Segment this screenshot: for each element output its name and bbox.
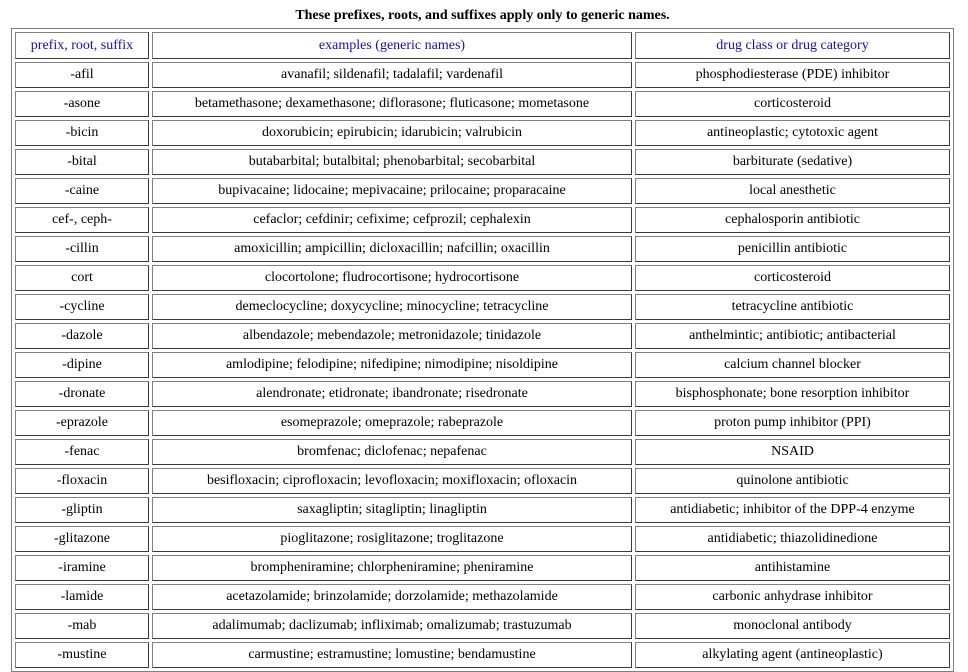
- examples-cell: avanafil; sildenafil; tadalafil; vardenafil: [152, 62, 632, 88]
- drug-class-cell: barbiturate (sedative): [635, 149, 950, 175]
- table-row: [15, 265, 950, 291]
- drug-class-cell: bisphosphonate; bone resorption inhibitor: [635, 381, 950, 407]
- drug-class-cell: NSAID: [635, 439, 950, 465]
- drug-class-cell: antihistamine: [635, 555, 950, 581]
- table-row: [15, 352, 950, 378]
- prefix-cell: -gliptin: [15, 497, 149, 523]
- drug-class-cell: quinolone antibiotic: [635, 468, 950, 494]
- prefix-cell: -glitazone: [15, 526, 149, 552]
- prefix-cell: cort: [15, 265, 149, 291]
- prefix-cell: -mustine: [15, 642, 149, 668]
- examples-cell: acetazolamide; brinzolamide; dorzolamide; methazolamide: [152, 584, 632, 610]
- examples-cell: besifloxacin; ciprofloxacin; levofloxacin; moxifloxacin; ofloxacin: [152, 468, 632, 494]
- table-row: [15, 584, 950, 610]
- prefix-cell: cef-, ceph-: [15, 207, 149, 233]
- prefix-cell: -cillin: [15, 236, 149, 262]
- table-row: [15, 439, 950, 465]
- table-row: [15, 120, 950, 146]
- table-row: [15, 236, 950, 262]
- examples-cell: demeclocycline; doxycycline; minocycline; tetracycline: [152, 294, 632, 320]
- prefix-cell: -dronate: [15, 381, 149, 407]
- table-row: [15, 526, 950, 552]
- examples-cell: saxagliptin; sitagliptin; linagliptin: [152, 497, 632, 523]
- table-row: [15, 91, 950, 117]
- examples-cell: butabarbital; butalbital; phenobarbital; secobarbital: [152, 149, 632, 175]
- examples-cell: cefaclor; cefdinir; cefixime; cefprozil; cephalexin: [152, 207, 632, 233]
- examples-cell: doxorubicin; epirubicin; idarubicin; valrubicin: [152, 120, 632, 146]
- header-row: [15, 32, 950, 59]
- drug-class-cell: monoclonal antibody: [635, 613, 950, 639]
- examples-cell: brompheniramine; chlorpheniramine; pheniramine: [152, 555, 632, 581]
- drug-class-cell: cephalosporin antibiotic: [635, 207, 950, 233]
- table-row: [15, 178, 950, 204]
- column-header-prefix: prefix, root, suffix: [15, 32, 149, 59]
- prefix-cell: -mab: [15, 613, 149, 639]
- table-row: [15, 62, 950, 88]
- drug-class-cell: antineoplastic; cytotoxic agent: [635, 120, 950, 146]
- column-header-examples: examples (generic names): [152, 32, 632, 59]
- table-row: [15, 642, 950, 668]
- table-row: [15, 613, 950, 639]
- examples-cell: albendazole; mebendazole; metronidazole; tinidazole: [152, 323, 632, 349]
- drug-class-cell: local anesthetic: [635, 178, 950, 204]
- table-row: [15, 381, 950, 407]
- prefix-cell: -caine: [15, 178, 149, 204]
- drug-class-cell: corticosteroid: [635, 91, 950, 117]
- drug-class-cell: carbonic anhydrase inhibitor: [635, 584, 950, 610]
- examples-cell: alendronate; etidronate; ibandronate; risedronate: [152, 381, 632, 407]
- prefix-cell: -dipine: [15, 352, 149, 378]
- prefix-cell: -eprazole: [15, 410, 149, 436]
- examples-cell: pioglitazone; rosiglitazone; troglitazone: [152, 526, 632, 552]
- prefix-cell: -cycline: [15, 294, 149, 320]
- examples-cell: carmustine; estramustine; lomustine; bendamustine: [152, 642, 632, 668]
- drug-class-cell: anthelmintic; antibiotic; antibacterial: [635, 323, 950, 349]
- examples-cell: bromfenac; diclofenac; nepafenac: [152, 439, 632, 465]
- drug-class-cell: antidiabetic; inhibitor of the DPP-4 enzyme: [635, 497, 950, 523]
- table-row: [15, 497, 950, 523]
- examples-cell: adalimumab; daclizumab; infliximab; omalizumab; trastuzumab: [152, 613, 632, 639]
- drug-class-cell: tetracycline antibiotic: [635, 294, 950, 320]
- examples-cell: amoxicillin; ampicillin; dicloxacillin; nafcillin; oxacillin: [152, 236, 632, 262]
- table-row: [15, 323, 950, 349]
- drug-class-cell: proton pump inhibitor (PPI): [635, 410, 950, 436]
- column-header-drug-class: drug class or drug category: [635, 32, 950, 59]
- prefix-cell: -afil: [15, 62, 149, 88]
- table-row: [15, 294, 950, 320]
- examples-cell: betamethasone; dexamethasone; diflorasone; fluticasone; mometasone: [152, 91, 632, 117]
- prefix-cell: -bital: [15, 149, 149, 175]
- prefix-cell: -fenac: [15, 439, 149, 465]
- prefix-cell: -bicin: [15, 120, 149, 146]
- drug-name-table: [11, 28, 954, 672]
- table-row: [15, 468, 950, 494]
- table-row: [15, 207, 950, 233]
- drug-class-cell: calcium channel blocker: [635, 352, 950, 378]
- examples-cell: amlodipine; felodipine; nifedipine; nimodipine; nisoldipine: [152, 352, 632, 378]
- table-caption: These prefixes, roots, and suffixes apply only to generic names.: [295, 8, 670, 23]
- prefix-cell: -asone: [15, 91, 149, 117]
- drug-class-cell: alkylating agent (antineoplastic): [635, 642, 950, 668]
- table-row: [15, 410, 950, 436]
- prefix-cell: -iramine: [15, 555, 149, 581]
- examples-cell: bupivacaine; lidocaine; mepivacaine; prilocaine; proparacaine: [152, 178, 632, 204]
- table-row: [15, 149, 950, 175]
- prefix-cell: -floxacin: [15, 468, 149, 494]
- prefix-cell: -dazole: [15, 323, 149, 349]
- prefix-cell: -lamide: [15, 584, 149, 610]
- examples-cell: clocortolone; fludrocortisone; hydrocortisone: [152, 265, 632, 291]
- examples-cell: esomeprazole; omeprazole; rabeprazole: [152, 410, 632, 436]
- drug-class-cell: phosphodiesterase (PDE) inhibitor: [635, 62, 950, 88]
- drug-class-cell: antidiabetic; thiazolidinedione: [635, 526, 950, 552]
- table-row: [15, 555, 950, 581]
- drug-class-cell: corticosteroid: [635, 265, 950, 291]
- drug-class-cell: penicillin antibiotic: [635, 236, 950, 262]
